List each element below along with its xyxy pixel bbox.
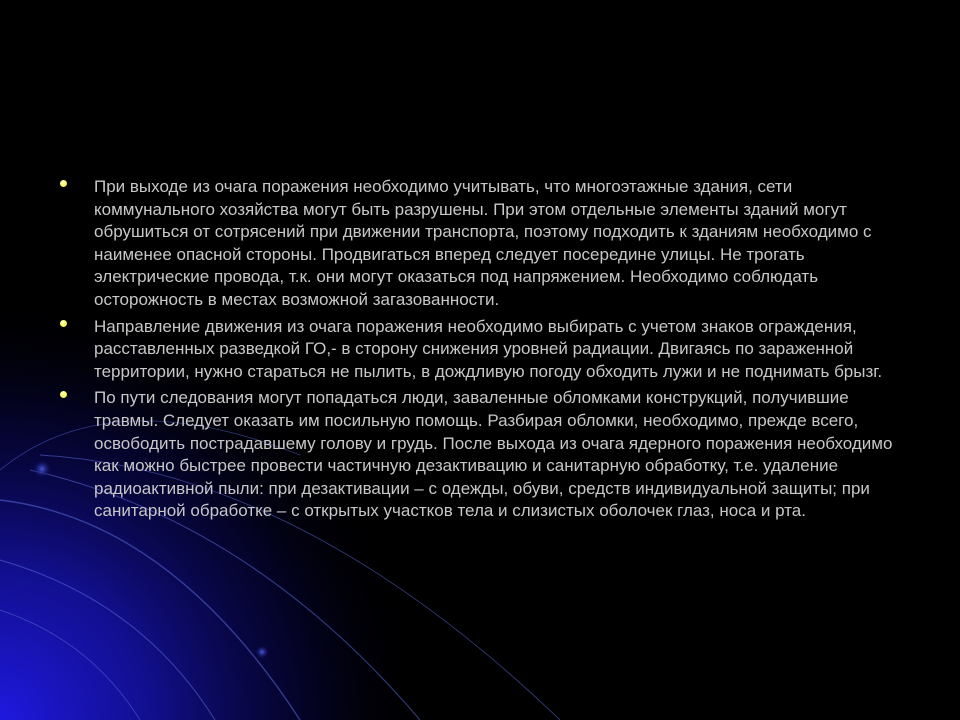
bullet-item	[58, 316, 898, 384]
bullet-list	[58, 176, 898, 527]
bullet-text: Направление движения из очага поражения необходимо выбирать с учетом знаков ограждения, расставленных разведкой ГО,- в сторону снижения уровней радиации. Двигаясь по зараженной территории, нужно стараться не пылить, в дождливую погоду обходить лужи и не поднимать брызг.	[94, 316, 883, 381]
round-dot-icon	[60, 180, 67, 187]
round-dot-icon	[60, 391, 67, 398]
arc-node-decoration	[256, 646, 268, 658]
bullet-text: По пути следования могут попадаться люди, заваленные обломками конструкций, получившие травмы. Следует оказать им посильную помощь. Разбирая обломки, необходимо, прежде всего, освободить пострадавшему голову и грудь. После выхода из очага ядерного поражения необходимо как можно быстрее провести частичную дезактивацию и санитарную обработку, т.е. удаление радиоактивной пыли: при дезактивации – с одежды, обуви, средств индивидуальной защиты; при санитарной обработке – с открытых участков тела и слизистых оболочек глаз, носа и рта.	[94, 388, 893, 521]
arc-node-decoration	[34, 461, 50, 477]
bullet-item	[58, 387, 898, 523]
round-dot-icon	[60, 320, 67, 327]
bullet-text: При выходе из очага поражения необходимо учитывать, что многоэтажные здания, сети коммунального хозяйства могут быть разрушены. При этом отдельные элементы зданий могут обрушиться от сотрясений при движении транспорта, поэтому подходить к зданиям необходимо с наименее опасной стороны. Продвигаться вперед следует посередине улицы. Не трогать электрические провода, т.к. они могут оказаться под напряжением. Необходимо соблюдать осторожность в местах возможной загазованности.	[94, 177, 872, 309]
bullet-item	[58, 176, 898, 312]
